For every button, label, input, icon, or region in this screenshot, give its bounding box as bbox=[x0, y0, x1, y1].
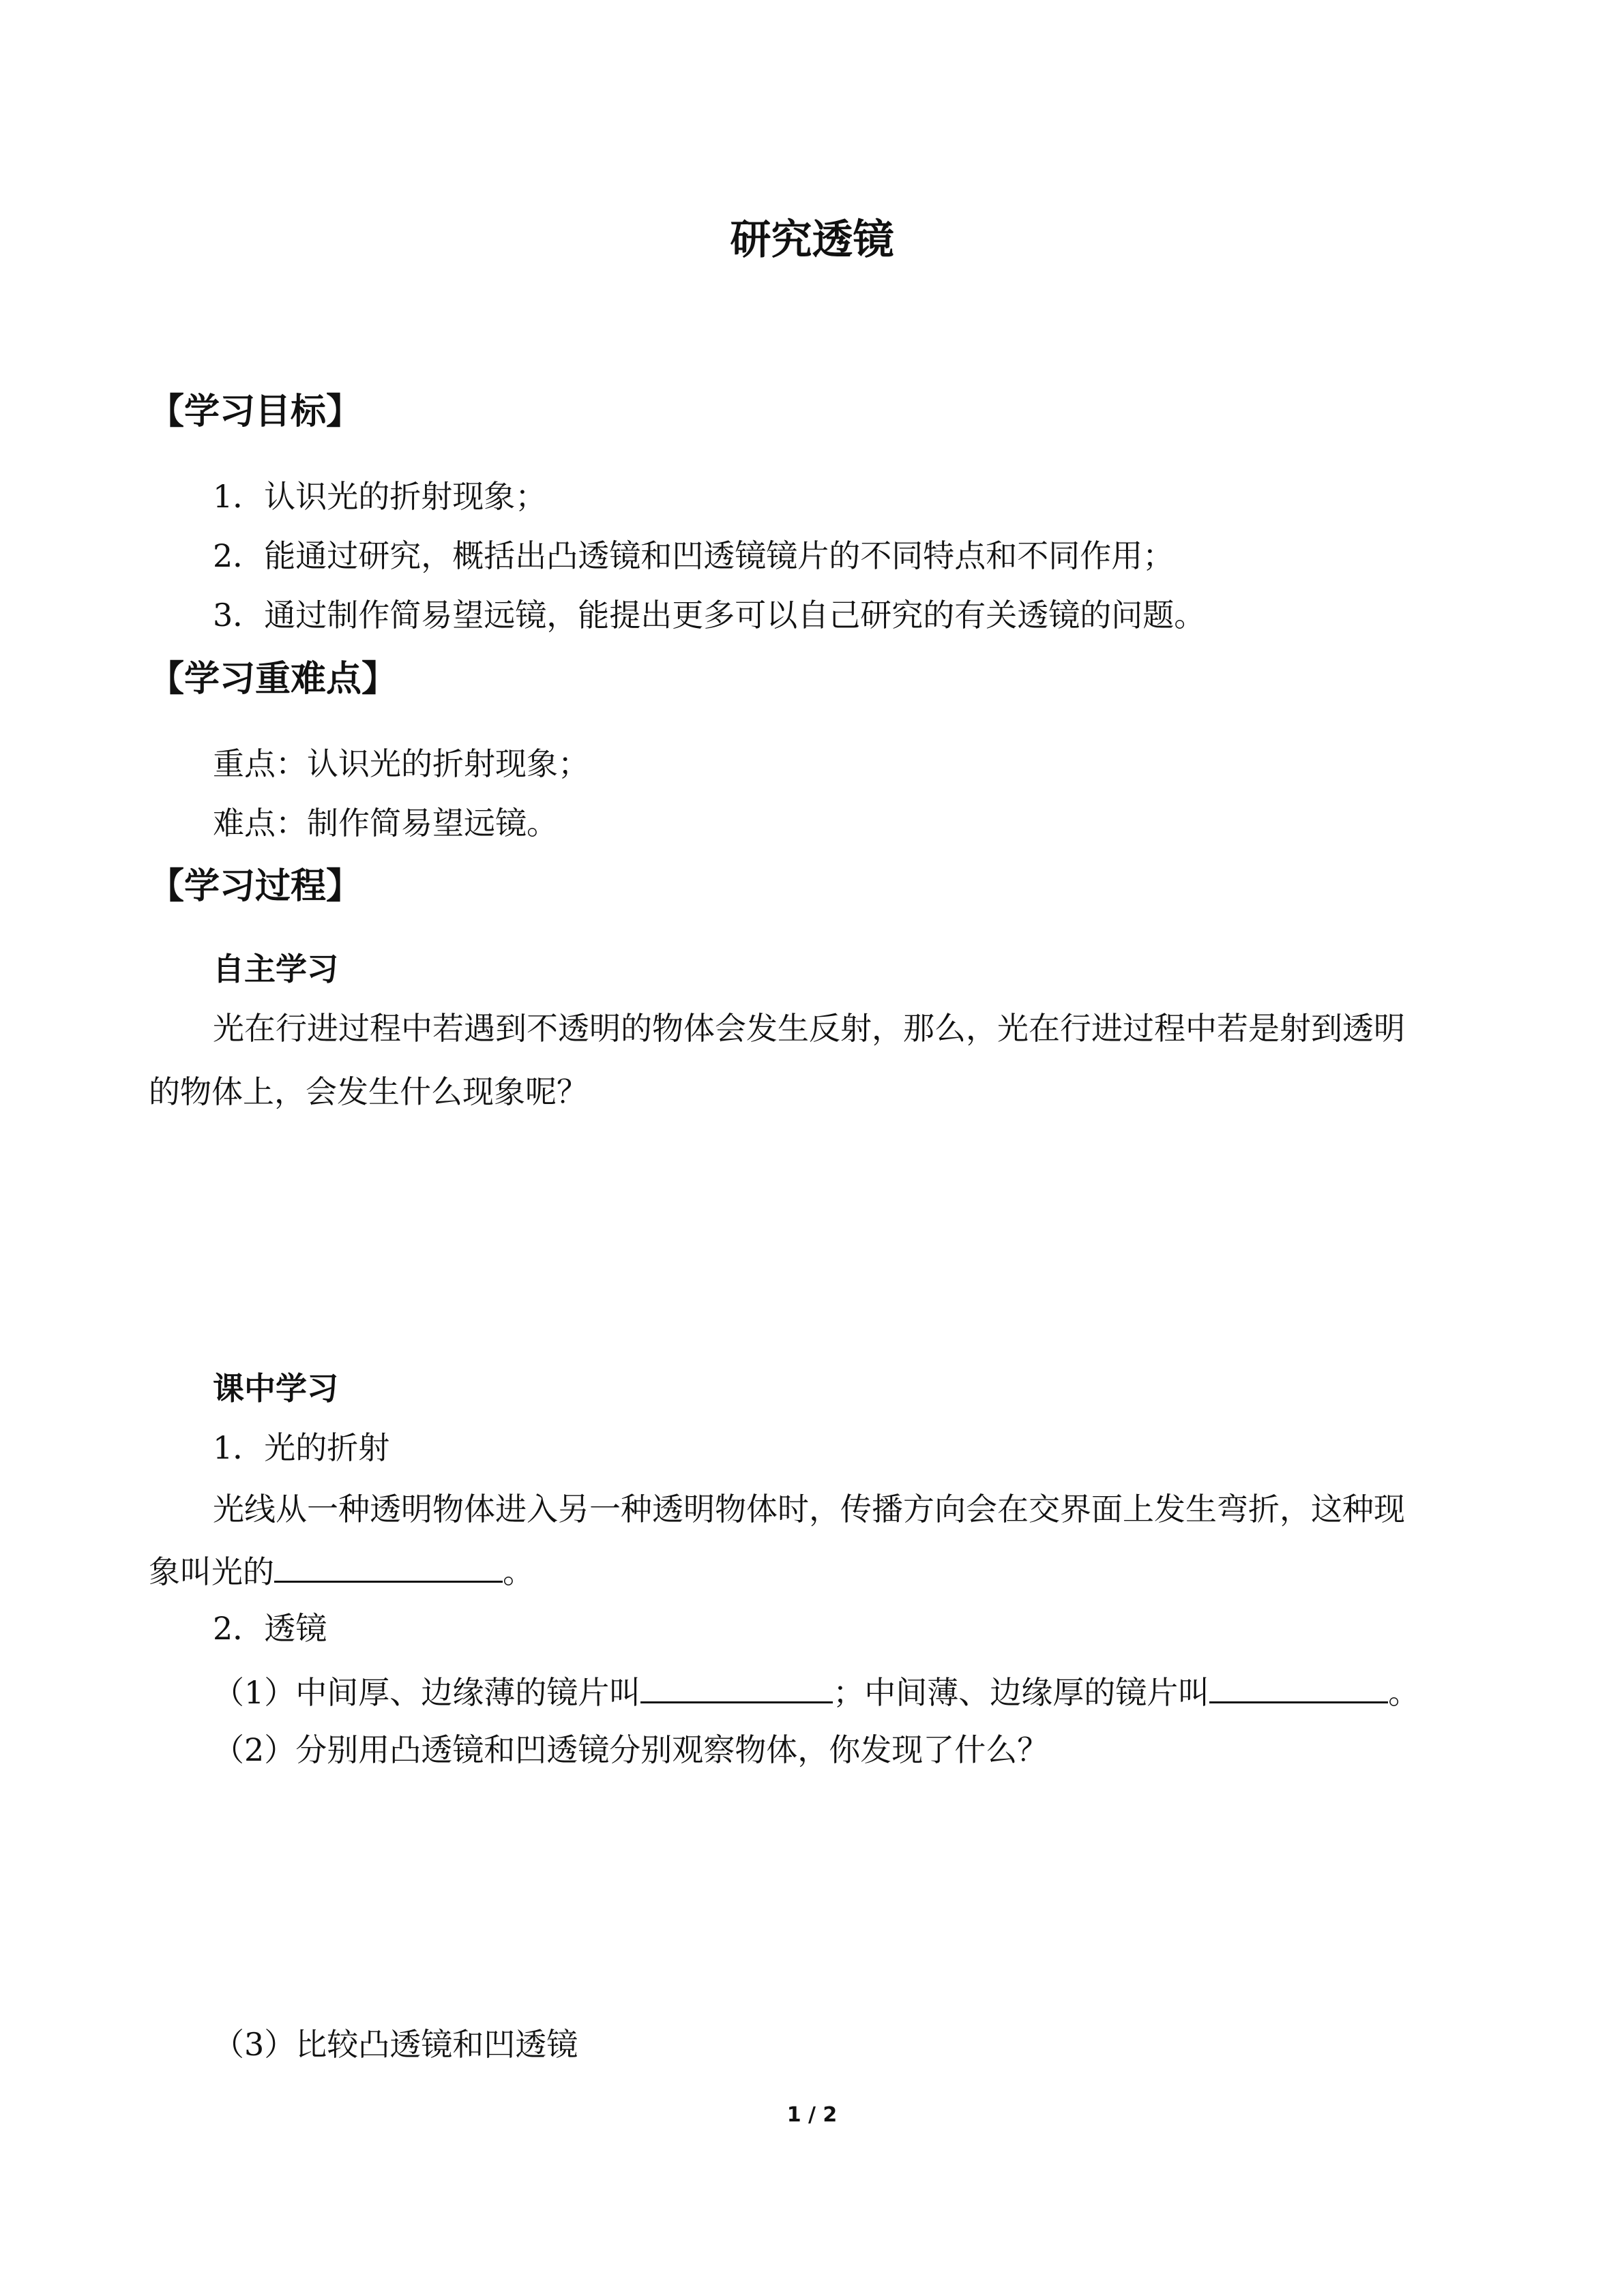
focus-point: 重点：认识光的折射现象； bbox=[213, 745, 589, 782]
answer-blank-refraction[interactable] bbox=[274, 1553, 503, 1583]
section-heading-keypoints: 【学习重难点】 bbox=[149, 659, 398, 700]
lens-title: 2．透镜 bbox=[213, 1610, 327, 1647]
class-study-heading: 课中学习 bbox=[213, 1370, 338, 1407]
lens-question-3: （3）比较凸透镜和凹透镜 bbox=[213, 2026, 578, 2063]
self-study-heading: 自主学习 bbox=[213, 951, 338, 987]
lens-q1-suffix: 。 bbox=[1388, 1674, 1420, 1711]
self-study-para-line-1: 光在行进过程中若遇到不透明的物体会发生反射，那么，光在行进过程中若是射到透明 bbox=[213, 1010, 1405, 1047]
self-study-para-line-2: 的物体上，会发生什么现象呢？ bbox=[149, 1073, 588, 1110]
section-heading-process: 【学习过程】 bbox=[149, 866, 362, 907]
refraction-suffix: 。 bbox=[503, 1553, 534, 1590]
refraction-para-line-2 bbox=[149, 1553, 534, 1590]
lens-q1-middle: ；中间薄、边缘厚的镜片叫 bbox=[833, 1674, 1210, 1711]
section-heading-goals: 【学习目标】 bbox=[149, 391, 362, 432]
difficulty-point: 难点：制作简易望远镜。 bbox=[213, 805, 558, 841]
answer-blank-convex[interactable] bbox=[640, 1674, 833, 1703]
lens-question-1 bbox=[213, 1674, 1420, 1711]
refraction-prefix: 象叫光的 bbox=[149, 1553, 274, 1590]
goal-item-2: 2．能通过研究，概括出凸透镜和凹透镜镜片的不同特点和不同作用； bbox=[213, 537, 1175, 574]
goal-item-3: 3．通过制作简易望远镜，能提出更多可以自己研究的有关透镜的问题。 bbox=[213, 597, 1206, 633]
goal-item-1: 1．认识光的折射现象； bbox=[213, 478, 547, 515]
answer-blank-concave[interactable] bbox=[1209, 1674, 1388, 1703]
page-title: 研究透镜 bbox=[730, 216, 894, 264]
lens-question-2: （2）分别用凸透镜和凹透镜分别观察物体，你发现了什么？ bbox=[213, 1731, 1049, 1768]
page-number: 1 / 2 bbox=[786, 2103, 838, 2127]
refraction-para-line-1: 光线从一种透明物体进入另一种透明物体时，传播方向会在交界面上发生弯折，这种现 bbox=[213, 1491, 1405, 1527]
lens-q1-prefix: （1）中间厚、边缘薄的镜片叫 bbox=[213, 1674, 641, 1711]
refraction-title: 1．光的折射 bbox=[213, 1429, 390, 1466]
